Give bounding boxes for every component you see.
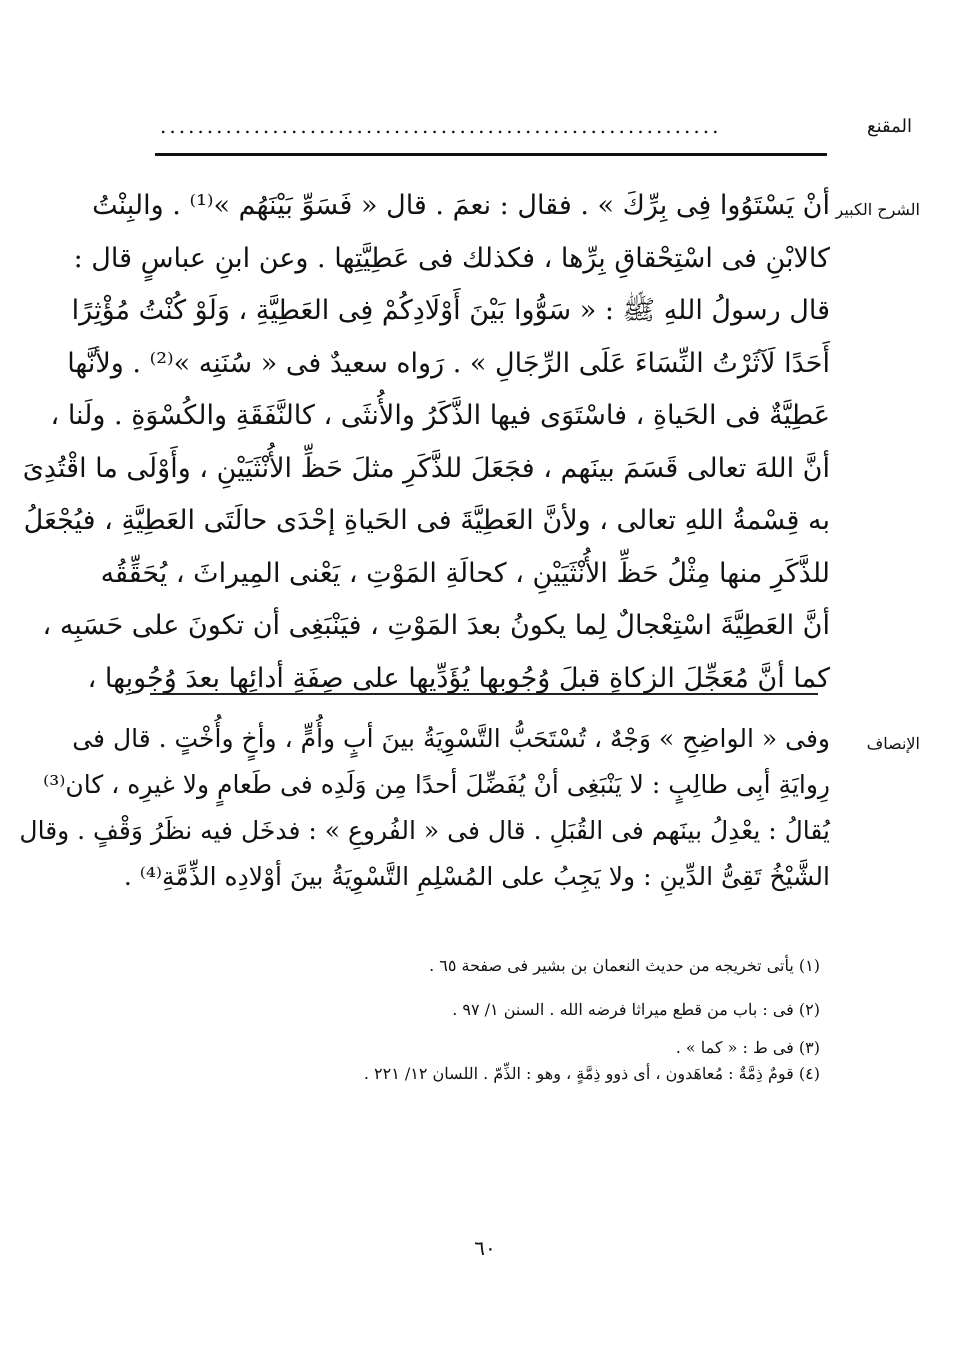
footnote: (٤) قومٌ ذِمَّةٌ : مُعاهَدون ، أى ذوو ذِمَّةٍ ، وهو : الذِّمّ . اللسان ١٢/ ٢٢١ . — [363, 1064, 820, 1083]
insaf-text-line: يُقالُ : يعْدِلُ بينَهم فى القُبَلِ . قال فى « الفُروعِ » : فدخَل فيه نظَرُ وَقْفٍ . وقال — [19, 816, 830, 845]
section-divider — [150, 693, 818, 695]
main-text-line: كالابْنِ فى اسْتِحْقاقِ بِرِّها ، فكذلك فى عَطِيَّتِها . وعن ابنِ عباسٍ قال : — [73, 242, 830, 274]
main-text-line: عَطِيَّةٌ فى الحَياةِ ، فاسْتَوَى فيها الذَّكَرُ والأُنثَى ، كالنَّفَقَةِ والكُسْوَةِ . ولَنا ، — [50, 400, 830, 431]
main-text-line: قال رسولُ اللهِ ﷺ : « سَوُّوا بَيْنَ أَوْلَادِكُمْ فِى العَطِيَّةِ ، وَلَوْ كُنْتُ مُؤْثِرًا — [71, 295, 830, 326]
main-text-line: أنَّ العَطِيَّةَ اسْتِعْجالٌ لِما يكونُ بعدَ المَوْتِ ، فيَنْبَغِى أن تكونَ على حَسَبِه ، — [42, 610, 830, 641]
insaf-text-line: وفى « الواضِحِ » وَجْهٌ ، تُسْتَحَبُّ التَّسْوِيَةُ بينَ أبٍ وأُمٍّ ، وأخٍ وأُخْتٍ . قال فى — [72, 724, 830, 753]
header-dotted-leader: ............................................................ — [160, 114, 722, 138]
footnote: (١) يأتى تخريجه من حديث النعمان بن بشير فى صفحة ٦٥ . — [429, 956, 820, 975]
footnote: (٣) فى ط : « كما » . — [675, 1038, 820, 1057]
insaf-text-line: الشَّيْخُ تَقِىُّ الدِّينِ : ولا يَجِبُ على المُسْلِمِ التَّسْوِيَةُ بينَ أوْلادِه الذِّمَّةِ⁽⁴⁾ . — [123, 862, 830, 891]
insaf-text-line: رِوايَةِ أبِى طالِبٍ : لا يَنْبَغِى أنْ يُفَضِّلَ أحدًا مِن وَلَدِه فى طَعامٍ ولا غيرِه ، كان⁽³⁾ — [43, 770, 830, 799]
main-text-block — [22, 180, 830, 705]
header-title: المقنع — [866, 116, 912, 137]
section-label-sharh: الشرح الكبير — [835, 200, 920, 219]
header-rule — [155, 153, 827, 156]
footnote: (٢) فى : باب من قطع ميراثا فرضه الله . السنن ١/ ٩٧ . — [452, 1000, 820, 1019]
main-text-line: أنْ يَسْتَوُوا فِى بِرِّكَ » . فقال : نعمَ . قال « فَسَوِّ بَيْنَهُم »⁽¹⁾ . والبِنْتُ — [92, 190, 830, 221]
insaf-text-block — [19, 716, 830, 900]
section-label-insaf: الإنصاف — [866, 734, 920, 753]
main-text-line: للذَّكَرِ منها مِثْلُ حَظِّ الأُنْثَيَيْنِ ، كحالَةِ المَوْتِ ، يَعْنى المِيراثَ ، يُحَقِّقُه — [100, 557, 830, 589]
main-text-line: أَحَدًا لَآثَرْتُ النِّسَاءَ عَلَى الرِّجَالِ » . رَواه سعيدٌ فى « سُنَنِه »⁽²⁾ . ولأنَّها — [67, 347, 830, 379]
main-text-line: أنَّ اللهَ تعالى قَسَمَ بينَهم ، فجَعَلَ للذَّكَرِ مثلَ حَظِّ الأُنْثَيَيْنِ ، وأَوْلَى ما اقْتُدِىَ — [22, 452, 830, 484]
main-text-line: به قِسْمةُ اللهِ تعالى ، ولأنَّ العَطِيَّةَ فى الحَياةِ إحْدَى حالَتَى العَطِيَّةِ ، فيُجْعَلُ — [23, 505, 830, 536]
main-text-line: كما أنَّ مُعَجِّلَ الزكاةِ قبلَ وُجُوبِها يُؤَدِّيها على صِفَةِ أدائِها بعدَ وُجُوبِها ، — [87, 662, 830, 694]
page-number: ٦٠ — [474, 1236, 496, 1260]
footnotes — [300, 956, 820, 1090]
